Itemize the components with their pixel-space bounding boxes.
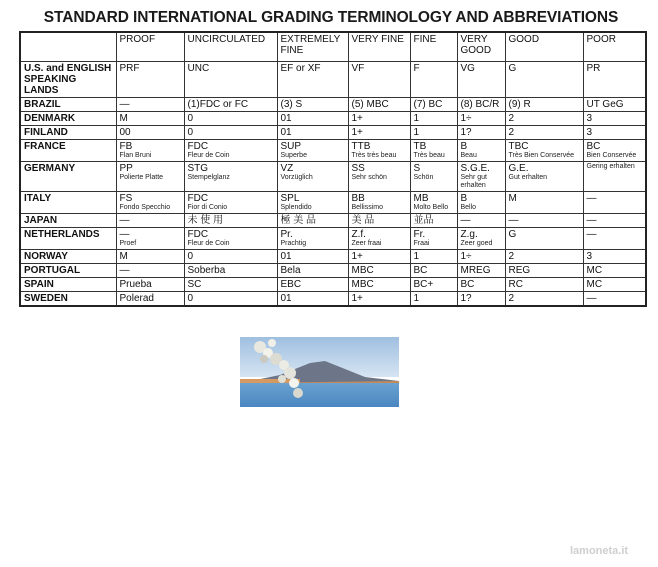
column-header (20, 32, 116, 62)
table-row (20, 264, 646, 278)
grade-cell (184, 62, 277, 98)
grade-abbreviation: G.E. (508, 163, 529, 174)
grade-abbreviation: 2 (508, 113, 515, 124)
grade-cell (184, 264, 277, 278)
grade-cell (184, 214, 277, 228)
grade-abbreviation: FS (119, 193, 133, 204)
grade-cell (184, 112, 277, 126)
country-cell: GERMANY (20, 162, 116, 192)
grade-abbreviation: 3 (586, 251, 593, 262)
country-cell: DENMARK (20, 112, 116, 126)
grade-cell (277, 162, 348, 192)
column-header: EXTREMELY FINE (277, 32, 348, 62)
grade-cell (184, 98, 277, 112)
grade-term: Très très beau (351, 152, 397, 159)
grade-cell (184, 140, 277, 162)
grade-cell (410, 112, 457, 126)
grade-abbreviation: 1 (413, 113, 420, 124)
grade-cell (348, 140, 410, 162)
grade-term: Bello (460, 204, 477, 211)
grade-abbreviation: 2 (508, 251, 515, 262)
grade-abbreviation: 極 美 品 (280, 215, 317, 226)
country-cell: SWEDEN (20, 292, 116, 307)
grade-abbreviation: EF or XF (280, 63, 321, 74)
grade-abbreviation: BC+ (413, 279, 434, 290)
grade-abbreviation: BC (586, 141, 601, 152)
grade-abbreviation: Soberba (187, 265, 226, 276)
grade-cell (348, 228, 410, 250)
country-cell: JAPAN (20, 214, 116, 228)
grade-cell (505, 214, 583, 228)
column-header: VERY FINE (348, 32, 410, 62)
grade-abbreviation: 1+ (351, 293, 363, 304)
grade-cell (116, 228, 184, 250)
grade-cell (457, 264, 505, 278)
grade-cell (348, 214, 410, 228)
grade-abbreviation: 01 (280, 251, 292, 262)
grade-term: Gering erhalten (586, 163, 635, 170)
coastal-photo (240, 337, 399, 407)
grade-abbreviation: 3 (586, 113, 593, 124)
grade-cell (410, 292, 457, 307)
grade-cell (348, 250, 410, 264)
grade-cell (457, 112, 505, 126)
grade-abbreviation: 1 (413, 251, 420, 262)
grade-term: Beau (460, 152, 477, 159)
grade-cell (348, 162, 410, 192)
grade-cell (583, 140, 646, 162)
column-header: PROOF (116, 32, 184, 62)
grade-abbreviation: 2 (508, 127, 515, 138)
grade-term: Gut erhalten (508, 174, 548, 181)
grade-cell (184, 278, 277, 292)
table-row (20, 140, 646, 162)
grade-cell (348, 112, 410, 126)
grade-cell (277, 250, 348, 264)
grade-cell (277, 98, 348, 112)
table-row (20, 214, 646, 228)
grade-abbreviation: Pr. (280, 229, 293, 240)
grade-cell (184, 292, 277, 307)
grade-abbreviation: MBC (351, 279, 374, 290)
grading-table (19, 31, 647, 307)
grade-cell (505, 112, 583, 126)
country-cell: U.S. and ENGLISH SPEAKING LANDS (20, 62, 116, 98)
grade-abbreviation: (9) R (508, 99, 531, 110)
grade-cell (116, 98, 184, 112)
grade-cell (583, 162, 646, 192)
grade-cell (116, 126, 184, 140)
grade-abbreviation: UNC (187, 63, 210, 74)
grade-abbreviation: (7) BC (413, 99, 443, 110)
grade-abbreviation: PP (119, 163, 133, 174)
grade-abbreviation: 2 (508, 293, 515, 304)
grade-cell (410, 162, 457, 192)
grade-abbreviation: TTB (351, 141, 371, 152)
grade-cell (410, 126, 457, 140)
country-cell: SPAIN (20, 278, 116, 292)
grade-cell (184, 162, 277, 192)
grade-cell (583, 98, 646, 112)
table-row (20, 126, 646, 140)
country-cell: FRANCE (20, 140, 116, 162)
grade-abbreviation: M (508, 193, 517, 204)
column-header: POOR (583, 32, 646, 62)
grade-abbreviation: (1)FDC or FC (187, 99, 249, 110)
grade-cell (583, 278, 646, 292)
grade-abbreviation: 0 (187, 293, 194, 304)
country-cell: PORTUGAL (20, 264, 116, 278)
grade-abbreviation: FDC (187, 193, 209, 204)
grade-abbreviation: REG (508, 265, 531, 276)
grade-cell (505, 98, 583, 112)
grade-cell (457, 98, 505, 112)
grade-term: Fondo Specchio (119, 204, 171, 211)
grade-abbreviation: Bela (280, 265, 301, 276)
grade-term: Schön (413, 174, 434, 181)
grade-term: Très Bien Conservée (508, 152, 574, 159)
grade-abbreviation: Fr. (413, 229, 426, 240)
grade-abbreviation: 1+ (351, 127, 363, 138)
grade-cell (505, 192, 583, 214)
grade-abbreviation: — (586, 215, 597, 226)
grade-abbreviation: M (119, 113, 128, 124)
grade-cell (505, 126, 583, 140)
grade-cell (184, 192, 277, 214)
grade-abbreviation: (8) BC/R (460, 99, 500, 110)
grade-cell (277, 62, 348, 98)
grade-term: Flan Bruni (119, 152, 152, 159)
table-row (20, 292, 646, 307)
table-row (20, 162, 646, 192)
grade-cell (116, 140, 184, 162)
grade-term: Très beau (413, 152, 445, 159)
grade-cell (505, 140, 583, 162)
column-header: VERY GOOD (457, 32, 505, 62)
grade-cell (457, 250, 505, 264)
grade-cell (348, 192, 410, 214)
grade-abbreviation: — (508, 215, 519, 226)
grade-cell (583, 228, 646, 250)
grade-abbreviation: G (508, 63, 517, 74)
grade-cell (116, 62, 184, 98)
grade-cell (583, 264, 646, 278)
grade-cell (116, 192, 184, 214)
table-row (20, 250, 646, 264)
grade-cell (457, 62, 505, 98)
grade-abbreviation: SUP (280, 141, 302, 152)
grade-cell (505, 250, 583, 264)
grade-abbreviation: 1÷ (460, 251, 472, 262)
grade-abbreviation: UT GeG (586, 99, 624, 110)
table-row (20, 192, 646, 214)
grade-cell (348, 278, 410, 292)
grade-abbreviation: S.G.E. (460, 163, 490, 174)
grade-cell (583, 292, 646, 307)
country-cell: FINLAND (20, 126, 116, 140)
grade-abbreviation: 00 (119, 127, 131, 138)
grade-abbreviation: VZ (280, 163, 294, 174)
grade-cell (505, 278, 583, 292)
grade-term: Fraai (413, 240, 430, 247)
grade-abbreviation: 0 (187, 127, 194, 138)
grade-cell (583, 126, 646, 140)
grade-cell (505, 162, 583, 192)
grade-cell (457, 278, 505, 292)
flower-garland-icon (246, 339, 304, 403)
grade-abbreviation: Polerad (119, 293, 154, 304)
grade-cell (277, 192, 348, 214)
grade-cell (457, 214, 505, 228)
grade-abbreviation: F (413, 63, 420, 74)
grade-abbreviation: MC (586, 279, 603, 290)
grade-cell (457, 162, 505, 192)
grade-cell (184, 126, 277, 140)
grade-cell (277, 112, 348, 126)
grade-cell (505, 292, 583, 307)
grade-cell (457, 292, 505, 307)
grade-abbreviation: — (586, 193, 597, 204)
grade-term: Fior di Conio (187, 204, 228, 211)
grade-abbreviation: 美 品 (351, 215, 375, 226)
grade-abbreviation: SPL (280, 193, 300, 204)
grade-abbreviation: VF (351, 63, 365, 74)
grade-abbreviation: 1? (460, 127, 472, 138)
grade-cell (348, 62, 410, 98)
table-row (20, 98, 646, 112)
table-row (20, 62, 646, 98)
grade-cell (410, 98, 457, 112)
table-row (20, 112, 646, 126)
grade-abbreviation: — (586, 293, 597, 304)
grade-abbreviation: RC (508, 279, 523, 290)
grade-abbreviation: MB (413, 193, 429, 204)
grade-abbreviation: 3 (586, 127, 593, 138)
grade-abbreviation: PR (586, 63, 601, 74)
grade-term: Stempelglanz (187, 174, 230, 181)
table-row (20, 228, 646, 250)
grade-abbreviation: FB (119, 141, 133, 152)
grade-abbreviation: TB (413, 141, 427, 152)
grade-cell (410, 278, 457, 292)
grade-cell (277, 292, 348, 307)
grade-cell (116, 250, 184, 264)
grade-cell (410, 228, 457, 250)
grade-cell (505, 228, 583, 250)
grade-cell (583, 62, 646, 98)
grade-term: Sehr schön (351, 174, 387, 181)
grade-cell (184, 228, 277, 250)
grade-abbreviation: TBC (508, 141, 529, 152)
country-cell: ITALY (20, 192, 116, 214)
country-cell: NORWAY (20, 250, 116, 264)
grade-abbreviation: STG (187, 163, 209, 174)
grade-cell (457, 126, 505, 140)
grade-cell (277, 214, 348, 228)
grade-cell (410, 62, 457, 98)
grade-abbreviation: MREG (460, 265, 491, 276)
grade-term: Superbe (280, 152, 307, 159)
table-row (20, 278, 646, 292)
grade-abbreviation: 0 (187, 251, 194, 262)
grade-abbreviation: MC (586, 265, 603, 276)
grade-cell (583, 192, 646, 214)
grade-abbreviation: 未 使 用 (187, 215, 224, 226)
grade-term: Proef (119, 240, 137, 247)
grade-term: Bellissimo (351, 204, 384, 211)
grade-abbreviation: B (460, 141, 468, 152)
header-row (20, 32, 646, 62)
grade-cell (348, 98, 410, 112)
grade-cell (583, 214, 646, 228)
grade-abbreviation: — (119, 265, 130, 276)
grade-cell (457, 192, 505, 214)
grade-cell (505, 264, 583, 278)
grade-cell (277, 264, 348, 278)
grade-abbreviation: BB (351, 193, 365, 204)
grade-abbreviation: — (119, 229, 130, 240)
grade-cell (116, 112, 184, 126)
watermark: lamoneta.it (570, 545, 629, 557)
grade-term: Fleur de Coin (187, 152, 230, 159)
grade-abbreviation: MBC (351, 265, 374, 276)
grade-cell (348, 126, 410, 140)
grade-abbreviation: Z.g. (460, 229, 478, 240)
grade-term: Prachtig (280, 240, 307, 247)
column-header: FINE (410, 32, 457, 62)
grade-abbreviation: 0 (187, 113, 194, 124)
grade-cell (116, 162, 184, 192)
grade-term: Zeer goed (460, 240, 493, 247)
column-header: UNCIRCULATED (184, 32, 277, 62)
grade-cell (277, 126, 348, 140)
grade-abbreviation: BC (460, 279, 475, 290)
grade-cell (116, 278, 184, 292)
grade-abbreviation: FDC (187, 229, 209, 240)
grade-cell (583, 112, 646, 126)
grade-abbreviation: 1 (413, 127, 420, 138)
grade-cell (116, 214, 184, 228)
grade-cell (277, 278, 348, 292)
grade-cell (457, 140, 505, 162)
grade-abbreviation: EBC (280, 279, 302, 290)
grade-abbreviation: (3) S (280, 99, 303, 110)
grade-cell (457, 228, 505, 250)
grade-cell (410, 250, 457, 264)
grade-abbreviation: Z.f. (351, 229, 366, 240)
grade-abbreviation: 1+ (351, 251, 363, 262)
grade-abbreviation: — (586, 229, 597, 240)
grade-term: Fleur de Coin (187, 240, 230, 247)
grade-cell (505, 62, 583, 98)
grade-abbreviation: FDC (187, 141, 209, 152)
page-title: STANDARD INTERNATIONAL GRADING TERMINOLOGY AND ABBREVIATIONS (43, 9, 619, 26)
grade-cell (184, 250, 277, 264)
grade-abbreviation: 1? (460, 293, 472, 304)
grade-cell (410, 264, 457, 278)
grade-abbreviation: SC (187, 279, 202, 290)
grade-cell (348, 264, 410, 278)
grade-term: Polierte Platte (119, 174, 164, 181)
grade-cell (277, 228, 348, 250)
grade-abbreviation: Prueba (119, 279, 152, 290)
country-cell: BRAZIL (20, 98, 116, 112)
country-cell: NETHERLANDS (20, 228, 116, 250)
grade-cell (410, 192, 457, 214)
grade-cell (116, 292, 184, 307)
column-header: GOOD (505, 32, 583, 62)
grade-abbreviation: 01 (280, 293, 292, 304)
grade-abbreviation: — (119, 215, 130, 226)
grade-abbreviation: BC (413, 265, 428, 276)
grade-cell (410, 140, 457, 162)
grade-abbreviation: SS (351, 163, 365, 174)
grade-cell (348, 292, 410, 307)
grade-abbreviation: 1÷ (460, 113, 472, 124)
grade-abbreviation: — (119, 99, 130, 110)
grade-term: Sehr gut erhalten (460, 174, 487, 189)
grade-cell (583, 250, 646, 264)
grade-abbreviation: S (413, 163, 421, 174)
grade-abbreviation: PRF (119, 63, 140, 74)
grade-term: Zeer fraai (351, 240, 382, 247)
grade-abbreviation: (5) MBC (351, 99, 389, 110)
grade-cell (410, 214, 457, 228)
grade-cell (277, 140, 348, 162)
grade-term: Molto Bello (413, 204, 449, 211)
grade-abbreviation: G (508, 229, 517, 240)
grade-abbreviation: M (119, 251, 128, 262)
grade-abbreviation: — (460, 215, 471, 226)
grade-abbreviation: 01 (280, 127, 292, 138)
grade-term: Vorzüglich (280, 174, 313, 181)
grade-abbreviation: 01 (280, 113, 292, 124)
grade-abbreviation: 1+ (351, 113, 363, 124)
grade-cell (116, 264, 184, 278)
grade-abbreviation: 並品 (413, 215, 434, 226)
grade-abbreviation: 1 (413, 293, 420, 304)
grade-term: Splendido (280, 204, 312, 211)
grade-term: Bien Conservée (586, 152, 637, 159)
grade-abbreviation: VG (460, 63, 475, 74)
grade-abbreviation: B (460, 193, 468, 204)
